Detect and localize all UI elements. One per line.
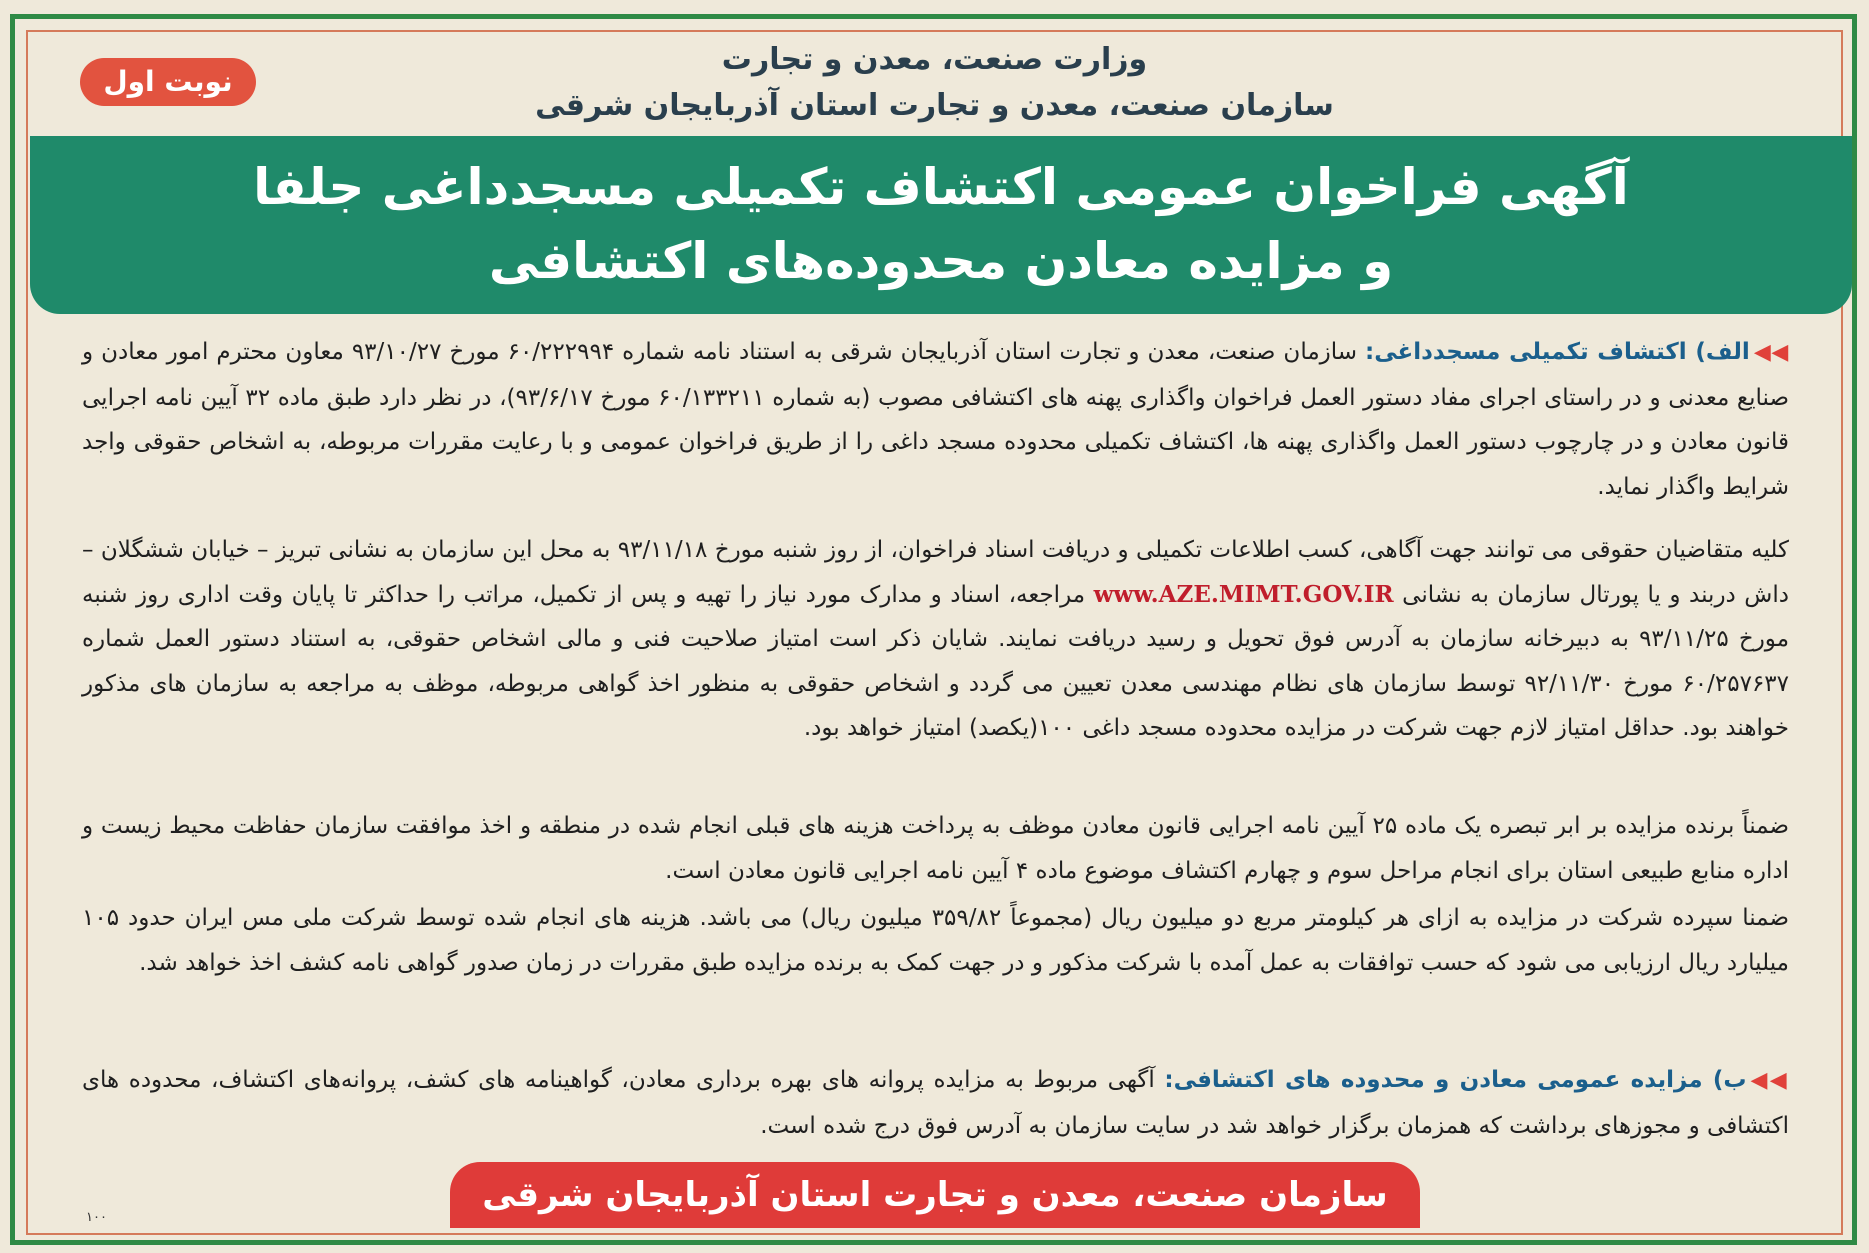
- organization-name: سازمان صنعت، معدن و تجارت استان آذربایجان شرقی: [535, 88, 1334, 123]
- section-a-heading: الف) اکتشاف تکمیلی مسجدداغی:: [1365, 339, 1750, 365]
- ministry-name: وزارت صنعت، معدن و تجارت: [721, 42, 1148, 77]
- section-a-text: سازمان صنعت، معدن و تجارت استان آذربایجان شرقی به استناد نامه شماره ۶۰/۲۲۲۹۹۴ مورخ ۹۳/۱۰/۲۷ معاون محترم امور معادن و صنایع معدنی و در راستای اجرای مفاد دستور العمل فراخوان واگذاری پهنه های اکتشافی مصوب (به شماره ۶۰/۱۳۳۲۱۱ مورخ ۹۳/۶/۱۷)، در نظر دارد طبق ماده ۳۲ آیین نامه اجرایی قانون معادن و در چارچوب دستور العمل واگذاری پهنه ها، اکتشاف تکمیلی محدوده مسجد داغی را از طریق فراخوان عمومی و با رعایت مقررات مربوطه، به اشخاص حقوقی واجد شرایط واگذار نماید.: [82, 339, 1790, 500]
- ad-code: ۱۰۰: [86, 1210, 107, 1225]
- section-b-heading: ب) مزایده عمومی معادن و محدوده های اکتشافی:: [1164, 1067, 1747, 1093]
- publication-round-badge: نوبت اول: [80, 58, 256, 106]
- double-arrow-icon: ◀◀: [1750, 1068, 1789, 1093]
- paragraph-2-text-before: کلیه متقاضیان حقوقی می توانند جهت آگاهی، کسب اطلاعات تکمیلی و دریافت اسناد فراخوان، از روز شنبه مورخ ۹۳/۱۱/۱۸ به محل این سازمان به نشانی تبریز – خیابان ششگلان – داش دربند و یا پورتال سازمان به نشانی: [82, 537, 1790, 608]
- section-a: [82, 330, 1789, 509]
- section-b: [82, 1058, 1789, 1148]
- paragraph-applicants: [82, 528, 1789, 751]
- title-banner: [30, 136, 1852, 314]
- title-line-1: آگهی فراخوان عمومی اکتشاف تکمیلی مسجدداغی جلفا: [253, 158, 1629, 216]
- title-line-2: و مزایده معادن محدوده‌های اکتشافی: [488, 232, 1394, 290]
- paragraph-winner-obligations: ضمناً برنده مزایده بر ابر تبصره یک ماده ۲۵ آیین نامه اجرایی قانون معادن موظف به پرداخت هزینه های قبلی انجام شده در منطقه و اخذ موافقت سازمان حفاظت محیط زیست و اداره منابع طبیعی استان برای انجام مراحل سوم و چهارم اکتشاف موضوع ماده ۴ آیین نامه اجرایی قانون معادن است.: [82, 813, 1790, 884]
- section-b-text: آگهی مربوط به مزایده پروانه های بهره برداری معادن، گواهینامه های کشف، پروانه‌های اکتشاف، محدوده های اکتشافی و مجوزهای برداشت که همزمان برگزار خواهد شد در سایت سازمان به آدرس فوق درج شده است.: [82, 1067, 1789, 1139]
- footer-organization-bar: سازمان صنعت، معدن و تجارت استان آذربایجان شرقی: [450, 1162, 1420, 1228]
- portal-link[interactable]: www.AZE.MIMT.GOV.IR: [1093, 580, 1394, 608]
- paragraph-deposit: ضمنا سپرده شرکت در مزایده به ازای هر کیلومتر مربع دو میلیون ریال (مجموعاً ۳۵۹/۸۲ میلیون ریال) می باشد. هزینه های انجام شده توسط شرکت ملی مس ایران حدود ۱۰۵ میلیارد ریال ارزیابی می شود که حسب توافقات به عمل آمده با شرکت مذکور و در جهت کمک به برنده مزایده طبق مقررات در زمان صدور گواهی نامه کشف اخذ خواهد شد.: [82, 905, 1790, 976]
- paragraph-2-text-after: مراجعه، اسناد و مدارک مورد نیاز را تهیه و پس از تکمیل، مراتب را حداکثر تا پایان وقت اداری روز شنبه مورخ ۹۳/۱۱/۲۵ به دبیرخانه سازمان به آدرس فوق تحویل و رسید دریافت نمایند. شایان ذکر است امتیاز صلاحیت فنی و مالی اشخاص حقوقی، به استناد دستور العمل شماره ۶۰/۲۵۷۶۳۷ مورخ ۹۲/۱۱/۳۰ توسط سازمان های نظام مهندسی معدن تعیین می گردد و اشخاص حقوقی به منظور اخذ گواهی مربوطه، موظف به مراجعه به سازمان های مذکور خواهند بود. حداقل امتیاز لازم جهت شرکت در مزایده محدوده مسجد داغی ۱۰۰(یکصد) امتیاز خواهد بود.: [82, 581, 1790, 741]
- double-arrow-icon: ◀◀: [1753, 340, 1790, 365]
